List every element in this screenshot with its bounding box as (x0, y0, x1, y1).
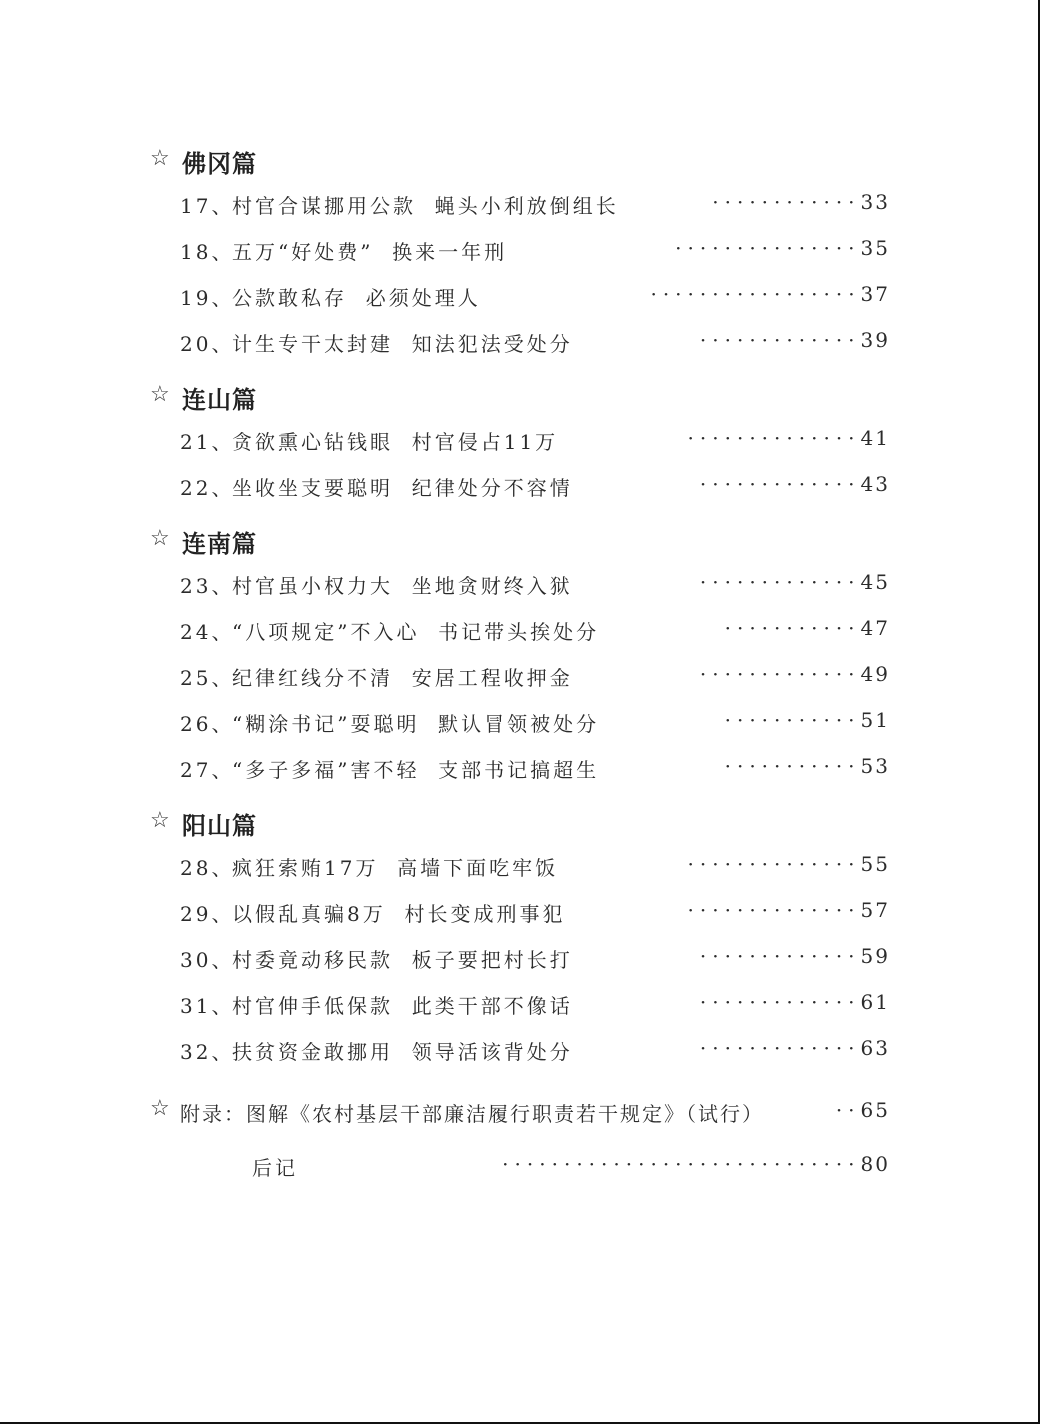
dot-leader: ··········· (724, 754, 861, 778)
appendix-title: 附录：图解《农村基层干部廉洁履行职责若干规定》（试行） (180, 1102, 764, 1126)
dot-leader: ·· (835, 1098, 861, 1122)
dot-leader: ············· (699, 1036, 861, 1060)
entry-number: 18、 (180, 240, 235, 264)
entry-number: 19、 (180, 286, 235, 310)
entry-number: 21、 (180, 430, 235, 454)
entry-number: 29、 (180, 902, 235, 926)
table-of-contents (0, 140, 1040, 1194)
section-heading (0, 802, 1040, 842)
page-number: 61 (860, 990, 890, 1014)
entry-leader (700, 990, 890, 1014)
dot-leader: ············· (699, 944, 861, 968)
entry-title: 村官合谋挪用公款 蝇头小利放倒组长 (232, 194, 619, 218)
entry-leader (688, 898, 890, 922)
entry-title: 扶贫资金敢挪用 领导活该背处分 (232, 1040, 573, 1064)
entry-leader (650, 282, 890, 306)
entry-leader (712, 190, 890, 214)
toc-entry[interactable] (0, 560, 1040, 606)
entry-number: 32、 (180, 1040, 235, 1064)
page-number: 45 (860, 570, 890, 594)
page-number: 57 (860, 898, 890, 922)
afterword-title: 后记 (252, 1156, 298, 1180)
page-number: 41 (860, 426, 890, 450)
toc-entry[interactable] (0, 272, 1040, 318)
toc-entry[interactable] (0, 980, 1040, 1026)
toc-afterword-entry[interactable] (0, 1138, 1040, 1194)
page-number: 51 (860, 708, 890, 732)
dot-leader: ··········· (724, 616, 861, 640)
dot-leader: ············ (712, 190, 861, 214)
entry-title: 疯狂索贿17万 高墙下面吃牢饭 (232, 856, 559, 880)
star-icon: ☆ (150, 146, 170, 171)
page-number: 65 (860, 1098, 890, 1122)
entry-leader (700, 570, 890, 594)
entry-title: 村委竟动移民款 板子要把村长打 (232, 948, 573, 972)
page-number: 39 (860, 328, 890, 352)
entry-leader (725, 616, 890, 640)
page-number: 47 (860, 616, 890, 640)
entry-title: “八项规定”不入心 书记带头挨处分 (232, 620, 600, 644)
section-spacer (0, 1072, 1040, 1086)
star-icon: ☆ (150, 808, 170, 833)
section-title: 佛冈篇 (182, 149, 257, 178)
entry-title: 村官虽小权力大 坐地贪财终入狱 (232, 574, 573, 598)
dot-leader: ············· (699, 990, 861, 1014)
section-title: 阳山篇 (182, 811, 257, 840)
dot-leader: ··········· (724, 708, 861, 732)
entry-leader (675, 236, 890, 260)
dot-leader: ··············· (675, 236, 861, 260)
entry-title: 以假乱真骗8万 村长变成刑事犯 (232, 902, 566, 926)
entry-leader (700, 944, 890, 968)
toc-entry[interactable] (0, 1026, 1040, 1072)
dot-leader: ············· (699, 328, 861, 352)
entry-number: 17、 (180, 194, 235, 218)
entry-title: 计生专干太封建 知法犯法受处分 (232, 332, 573, 356)
section-heading (0, 140, 1040, 180)
entry-leader (502, 1152, 890, 1176)
section-spacer (0, 508, 1040, 520)
entry-title: 五万“好处费” 换来一年刑 (232, 240, 508, 264)
toc-entry[interactable] (0, 226, 1040, 272)
toc-entry[interactable] (0, 180, 1040, 226)
entry-leader (700, 472, 890, 496)
section-spacer (0, 364, 1040, 376)
page-number: 80 (860, 1152, 890, 1176)
toc-appendix-entry[interactable] (0, 1086, 1040, 1138)
toc-entry[interactable] (0, 652, 1040, 698)
dot-leader: ············· (699, 570, 861, 594)
entry-number: 22、 (180, 476, 235, 500)
toc-entry[interactable] (0, 744, 1040, 790)
page-number: 43 (860, 472, 890, 496)
entry-leader (700, 662, 890, 686)
entry-number: 27、 (180, 758, 235, 782)
entry-title: 纪律红线分不清 安居工程收押金 (232, 666, 573, 690)
toc-entry[interactable] (0, 416, 1040, 462)
page-number: 37 (860, 282, 890, 306)
dot-leader: ·············· (687, 852, 861, 876)
entry-number: 23、 (180, 574, 235, 598)
toc-entry[interactable] (0, 698, 1040, 744)
entry-title: 公款敢私存 必须处理人 (232, 286, 481, 310)
entry-number: 31、 (180, 994, 235, 1018)
page-number: 35 (860, 236, 890, 260)
section-title: 连南篇 (182, 529, 257, 558)
entry-title: “糊涂书记”耍聪明 默认冒领被处分 (232, 712, 600, 736)
section-heading (0, 520, 1040, 560)
entry-title: 村官伸手低保款 此类干部不像话 (232, 994, 573, 1018)
entry-title: “多子多福”害不轻 支部书记搞超生 (232, 758, 600, 782)
dot-leader: ············· (699, 662, 861, 686)
entry-leader (700, 328, 890, 352)
entry-leader (688, 852, 890, 876)
entry-number: 20、 (180, 332, 235, 356)
entry-number: 28、 (180, 856, 235, 880)
entry-number: 24、 (180, 620, 235, 644)
entry-title: 坐收坐支要聪明 纪律处分不容情 (232, 476, 573, 500)
star-icon: ☆ (150, 1096, 172, 1121)
dot-leader: ············· (699, 472, 861, 496)
entry-leader (836, 1098, 890, 1122)
dot-leader: ····························· (502, 1152, 861, 1176)
dot-leader: ·············· (687, 426, 861, 450)
page-number: 49 (860, 662, 890, 686)
section-heading (0, 376, 1040, 416)
entry-title: 贪欲熏心钻钱眼 村官侵占11万 (232, 430, 559, 454)
star-icon: ☆ (150, 382, 170, 407)
entry-leader (725, 754, 890, 778)
page-number: 53 (860, 754, 890, 778)
page-number: 33 (860, 190, 890, 214)
toc-entry[interactable] (0, 934, 1040, 980)
toc-entry[interactable] (0, 462, 1040, 508)
section-title: 连山篇 (182, 385, 257, 414)
entry-leader (688, 426, 890, 450)
toc-entry[interactable] (0, 318, 1040, 364)
toc-entry[interactable] (0, 606, 1040, 652)
star-icon: ☆ (150, 526, 170, 551)
entry-number: 30、 (180, 948, 235, 972)
entry-leader (700, 1036, 890, 1060)
entry-leader (725, 708, 890, 732)
dot-leader: ·············· (687, 898, 861, 922)
page-number: 59 (860, 944, 890, 968)
dot-leader: ················· (650, 282, 861, 306)
toc-entry[interactable] (0, 888, 1040, 934)
toc-entry[interactable] (0, 842, 1040, 888)
entry-number: 26、 (180, 712, 235, 736)
page-number: 63 (860, 1036, 890, 1060)
page-number: 55 (860, 852, 890, 876)
entry-number: 25、 (180, 666, 235, 690)
section-spacer (0, 790, 1040, 802)
